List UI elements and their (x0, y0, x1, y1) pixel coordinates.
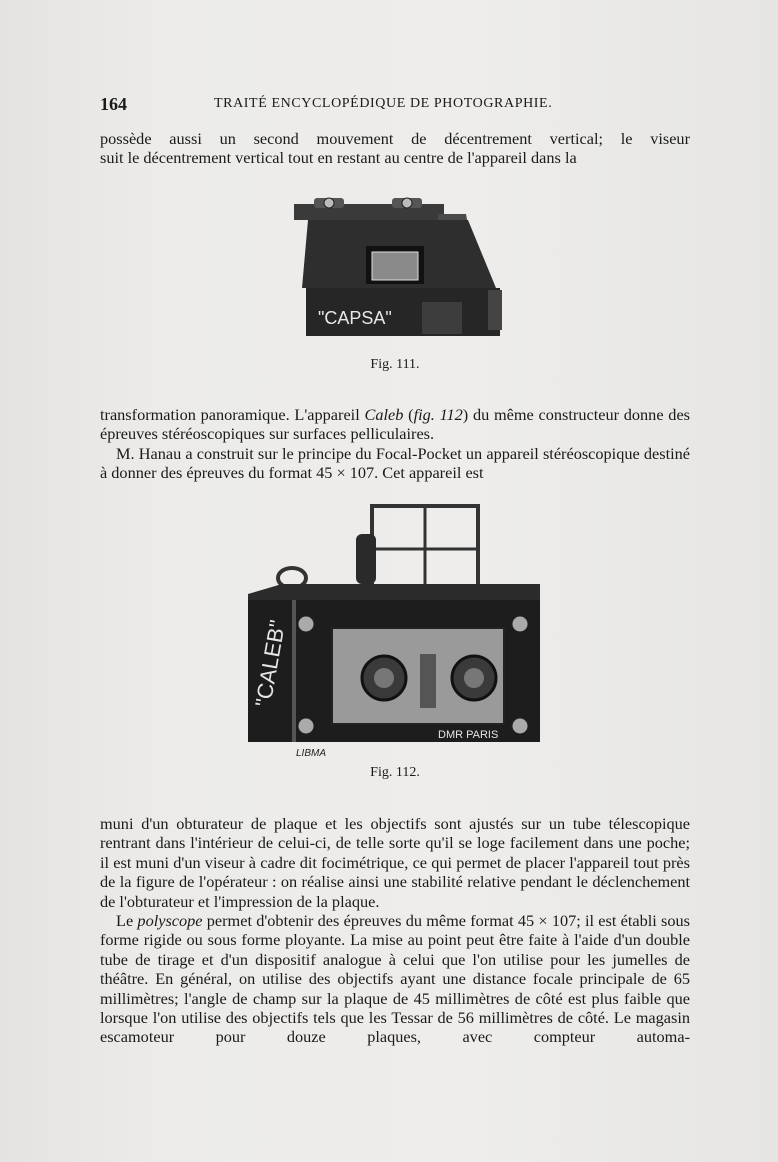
caleb-maker-mark: DMR PARIS (438, 729, 499, 741)
capsa-lens-right (402, 198, 412, 208)
capsa-finder-window (372, 252, 418, 280)
caleb-corner-rivet (512, 718, 528, 734)
page-number: 164 (100, 94, 127, 114)
paragraph-obturateur: muni d'un obturateur de plaque et les objectifs sont ajustés sur un tube télescopique rentrant dans l'intérieur de celui-ci, de telle sorte qu'il se loge facilement dans une poche; il est muni d'un viseur à cadre dit focimétrique, ce qui permet de placer l'appareil tout près de la figure de l'opérateur : on réalise ainsi une stabilité relative pendant le déclenchement de l'obturateur et l'impression de la plaque. (100, 814, 690, 911)
capsa-label: "CAPSA" (318, 308, 392, 328)
caleb-corner-rivet (298, 718, 314, 734)
figure-112-caption: Fig. 112. (370, 765, 420, 780)
caleb-corner-rivet (298, 616, 314, 632)
paragraph-caleb: transformation panoramique. L'appareil Caleb (fig. 112) du même constructeur donne des épreuves stéréoscopiques sur surfaces pelliculaires. (100, 405, 691, 444)
capsa-lens-left (324, 198, 334, 208)
text-block-2 (100, 405, 690, 483)
caleb-edge-strip (292, 600, 296, 742)
figure-capsa-camera (288, 192, 508, 342)
paragraph-polyscope: Le polyscope permet d'obtenir des épreuves du même format 45 × 107; il est établi sous forme rigide ou sous forme ployante. La mise au point peut être faite à l'aide d'un double tube de tirage et d'un dispositif analogue à celui que l'on utilise pour les jumelles de théâtre. En général, on utilise des objectifs ayant une distance focale principale de 65 millimètres; l'angle de champ sur la plaque de 45 millimètres de côté est plus faible que lorsque l'on utilise des objectifs tels que les Tessar de 56 millimètres de côté. Le magasin escamoteur pour douze plaques, avec compteur automa- (100, 911, 690, 1047)
page-header (100, 94, 690, 116)
caleb-label: "CALEB" (250, 618, 291, 709)
caleb-lens-left-glass (374, 668, 394, 688)
capsa-handle (488, 290, 502, 330)
caleb-lens-right-glass (464, 668, 484, 688)
caleb-top (248, 584, 540, 602)
caleb-shutter-mechanism (420, 654, 436, 708)
caleb-corner-rivet (512, 616, 528, 632)
running-title: TRAITÉ ENCYCLOPÉDIQUE DE PHOTOGRAPHIE. (214, 96, 553, 111)
engraver-signature: LIBMA (296, 748, 327, 759)
figure-caleb-camera (242, 504, 547, 760)
paragraph-hanau: M. Hanau a construit sur le principe du Focal-Pocket un appareil stéréoscopique destiné à donner des épreuves du format 45 × 107. Cet appareil est (100, 443, 690, 483)
figure-111-caption: Fig. 111. (370, 357, 420, 372)
text-line: suit le décentrement vertical tout en restant au centre de l'appareil dans la (100, 148, 577, 168)
text-line: possède aussi un second mouvement de décentrement vertical; le viseur (100, 129, 690, 148)
text-block-1 (100, 129, 690, 168)
caleb-side-clip (356, 534, 376, 584)
text-block-3 (100, 814, 690, 1047)
capsa-side-panel (422, 302, 462, 334)
